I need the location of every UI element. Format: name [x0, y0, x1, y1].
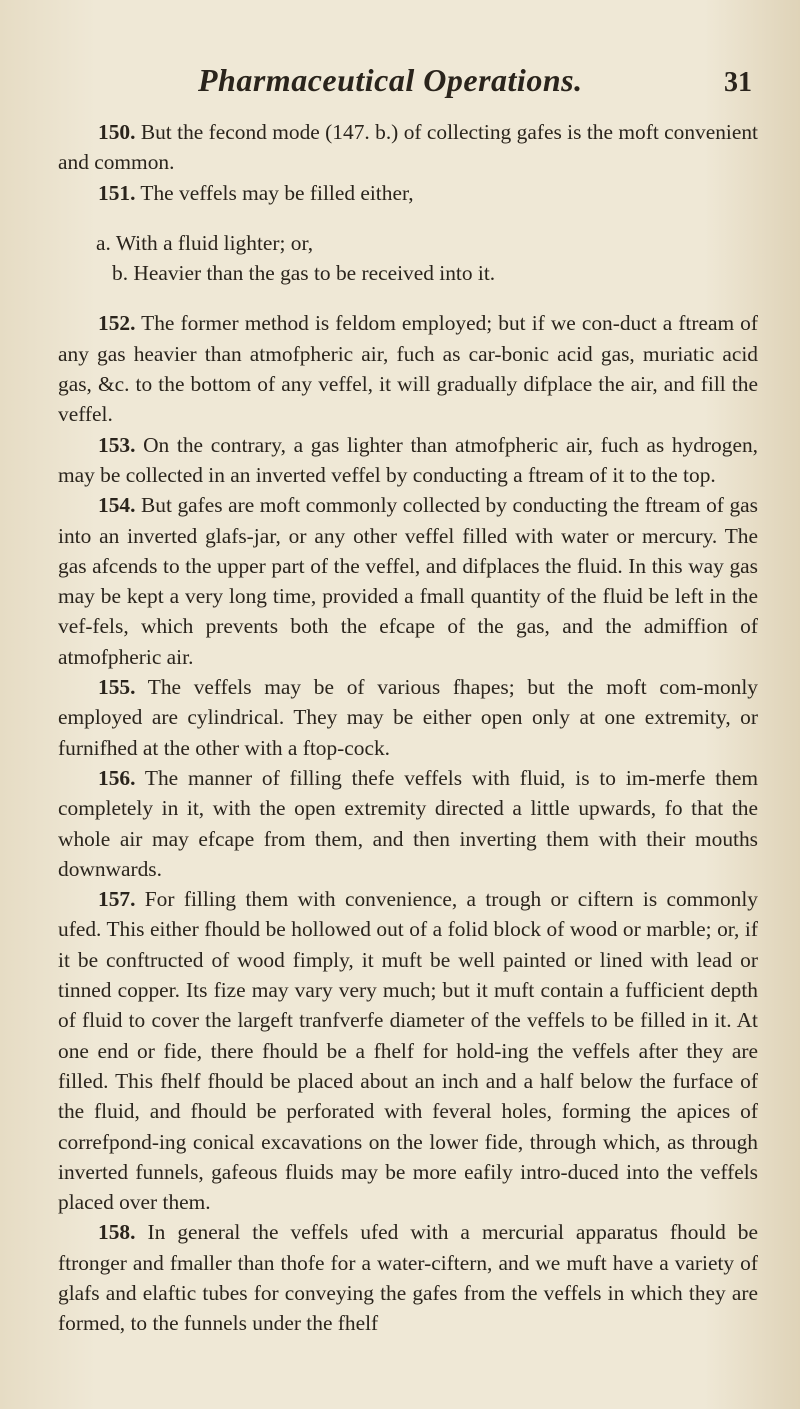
paragraph-text: The veffels may be of various fhapes; but the moft com-monly employed are cylindrical. They may be either open only at one extremity, or furnifhed at the other with a ftop-cock.: [58, 675, 758, 760]
paragraph-152: [58, 308, 758, 429]
paragraph-number: 152.: [98, 311, 136, 336]
running-title: Pharmaceutical Operations.: [198, 62, 583, 98]
paragraph-number: 153.: [98, 432, 136, 457]
paragraph-text: The manner of filling thefe veffels with fluid, is to im-merfe them completely in it, with the open extremity directed a little upwards, fo that the whole air may efcape from them, and then inverting them with their mouths downwards.: [58, 765, 758, 881]
paragraph-number: 150.: [98, 120, 136, 144]
paragraph-156: [58, 763, 758, 884]
body-text: [58, 117, 758, 1339]
paragraph-text: On the contrary, a gas lighter than atmofpheric air, fuch as hydrogen, may be collected in an inverted veffel by conducting a ftream of it to the top.: [58, 432, 758, 487]
paragraph-154: [58, 490, 758, 672]
paragraph-151-b: [58, 258, 758, 288]
page-number: 31: [724, 67, 752, 98]
paragraph-155: [58, 672, 758, 763]
paragraph-number: 154.: [98, 493, 136, 518]
paragraph-text: The veffels may be filled either,: [140, 180, 414, 205]
paragraph-text: But the fecond mode (147. b.) of collecting gafes is the moft convenient and common.: [58, 120, 758, 175]
paragraph-150: [58, 117, 758, 178]
paragraph-number: b.: [112, 261, 129, 286]
paragraph-number: 157.: [98, 887, 136, 912]
paragraph-153: [58, 430, 758, 491]
paragraph-151: [58, 178, 758, 208]
paragraph-text: But gafes are moft commonly collected by conducting the ftream of gas into an inverted glafs-jar, or any other veffel filled with water or mercury. The gas afcends to the upper part of the veffel, and difplaces the fluid. In this way gas may be kept a very long time, provided a fmall quantity of the fluid be left in the vef-fels, which prevents both the efcape of the gas, and the admiffion of atmofpheric air.: [58, 493, 758, 669]
paragraph-text: In general the veffels ufed with a mercurial apparatus fhould be ftronger and fmaller than thofe for a water-ciftern, and we muft have a variety of glafs and elaftic tubes for conveying the gafes from the veffels in which they are formed, to the funnels under the fhelf: [58, 1220, 758, 1336]
paragraph-text: For filling them with convenience, a trough or ciftern is commonly ufed. This either fhould be hollowed out of a folid block of wood or marble; or, if it be conftructed of wood fimply, it muft be well painted or lined with lead or tinned copper. Its fize may vary very much; but it muft contain a fufficient depth of fluid to cover the largeft tranfverfe diameter of the veffels to be filled in it. At one end or fide, there fhould be a fhelf for hold-ing the veffels after they are filled. This fhelf fhould be placed about an inch and a half below the furface of the fluid, and fhould be perforated with feveral holes, forming the apices of correfpond-ing conical excavations on the lower fide, through which, as through inverted funnels, gafeous fluids may be more eafily intro-duced into the veffels placed over them.: [58, 887, 758, 1215]
paragraph-number: 151.: [98, 180, 136, 205]
paragraph-number: 155.: [98, 675, 136, 700]
page-header: [198, 62, 752, 99]
paragraph-text: Heavier than the gas to be received into it.: [133, 261, 496, 286]
paragraph-number: 158.: [98, 1220, 136, 1245]
paragraph-number: 156.: [98, 765, 136, 790]
paragraph-157: [58, 884, 758, 1217]
paragraph-151-a: [58, 228, 758, 258]
paragraph-text: With a fluid lighter; or,: [115, 230, 314, 255]
paragraph-number: a.: [96, 230, 111, 255]
paragraph-text: The former method is feldom employed; but if we con-duct a ftream of any gas heavier than atmofpheric air, fuch as car-bonic acid gas, muriatic acid gas, &c. to the bottom of any veffel, it will gradually difplace the air, and fill the veffel.: [58, 311, 758, 427]
paragraph-158: [58, 1217, 758, 1338]
